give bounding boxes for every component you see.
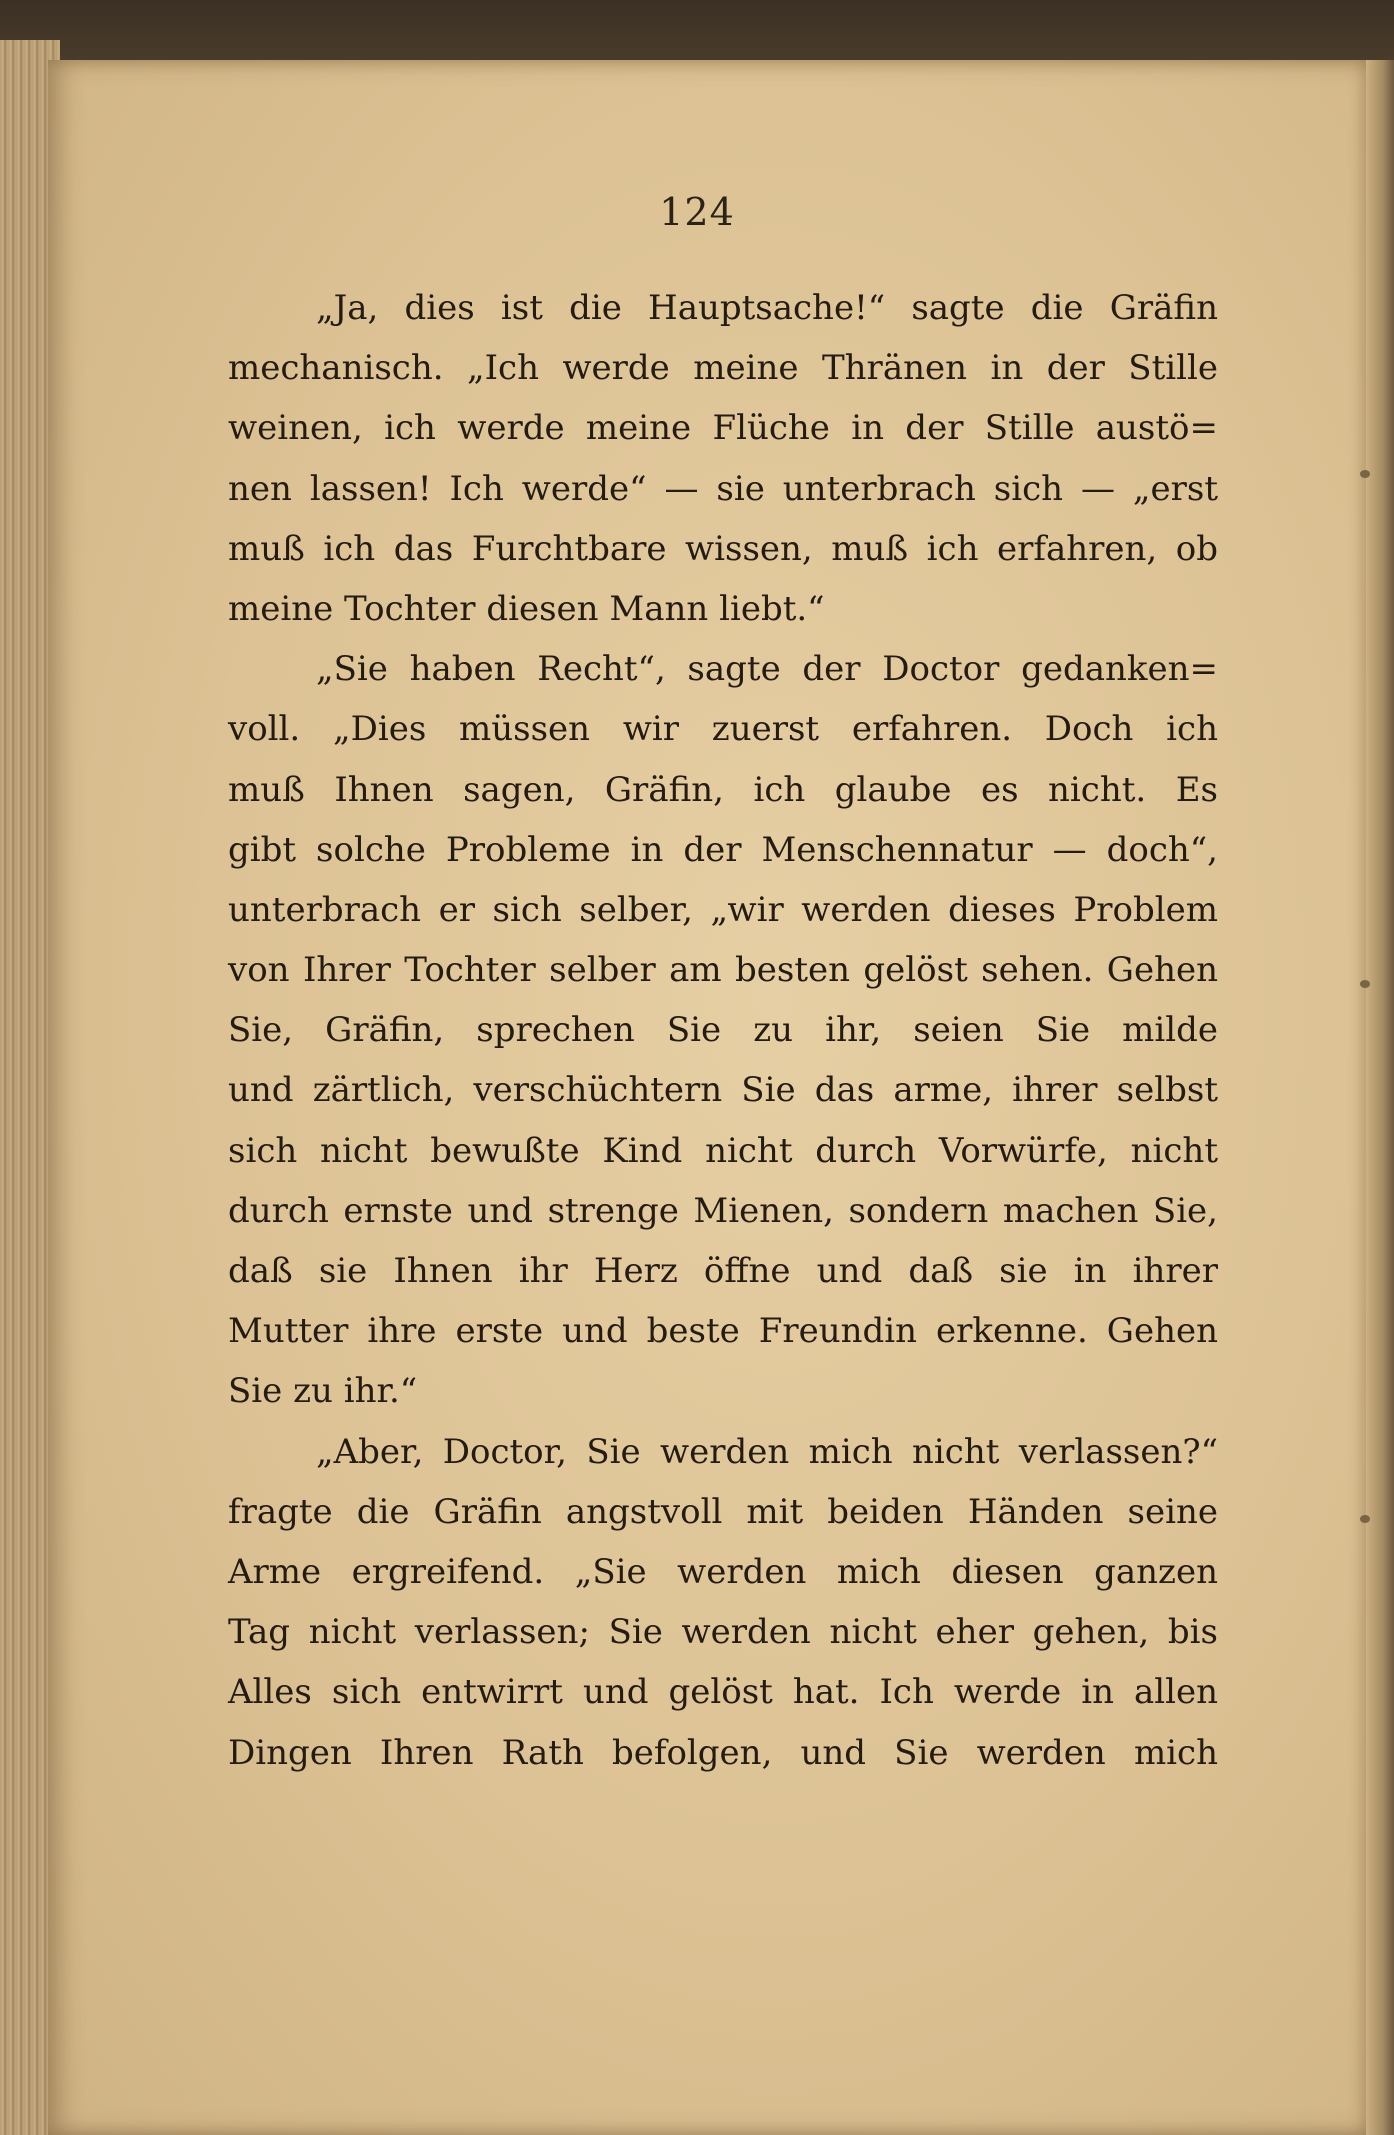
page-number: 124 <box>659 190 735 234</box>
text-line: nen lassen! Ich werde“ — sie unterbrach sich — „erst <box>228 468 1218 509</box>
text-line: Sie zu ihr.“ <box>228 1371 418 1412</box>
text-line: und zärtlich, verschüchtern Sie das arme, ihrer selbst <box>228 1070 1218 1111</box>
text-line: muß Ihnen sagen, Gräfin, ich glaube es nicht. Es <box>228 769 1218 810</box>
text-line: mechanisch. „Ich werde meine Thränen in der Stille <box>228 348 1218 389</box>
margin-mark <box>1360 1515 1370 1523</box>
text-line: Dingen Ihren Rath befolgen, und Sie werden mich <box>228 1732 1218 1773</box>
text-line: fragte die Gräfin angstvoll mit beiden Händen seine <box>228 1491 1218 1532</box>
text-line: Sie, Gräfin, sprechen Sie zu ihr, seien Sie milde <box>228 1010 1218 1051</box>
page-edge-right <box>1366 60 1394 2135</box>
text-line: unterbrach er sich selber, „wir werden dieses Problem <box>228 889 1218 930</box>
text-line: durch ernste und strenge Mienen, sondern machen Sie, <box>228 1190 1218 1231</box>
margin-mark <box>1360 980 1370 988</box>
text-line: Mutter ihre erste und beste Freundin erkenne. Gehen <box>228 1311 1218 1352</box>
text-line: Alles sich entwirrt und gelöst hat. Ich werde in allen <box>228 1672 1218 1713</box>
text-line: gibt solche Probleme in der Menschennatur — doch“, <box>228 829 1218 870</box>
margin-mark <box>1360 470 1370 478</box>
text-line: „Sie haben Recht“, sagte der Doctor gedanken= <box>316 649 1218 690</box>
body-text <box>228 278 1218 1783</box>
text-line: muß ich das Furchtbare wissen, muß ich erfahren, ob <box>228 528 1218 569</box>
text-line: meine Tochter diesen Mann liebt.“ <box>228 588 825 629</box>
text-line: von Ihrer Tochter selber am besten gelöst sehen. Gehen <box>228 950 1218 991</box>
text-line: weinen, ich werde meine Flüche in der Stille austö= <box>228 408 1218 449</box>
text-line: Tag nicht verlassen; Sie werden nicht eher gehen, bis <box>228 1612 1218 1653</box>
text-line: daß sie Ihnen ihr Herz öffne und daß sie in ihrer <box>228 1251 1218 1291</box>
text-line: Arme ergreifend. „Sie werden mich diesen ganzen <box>228 1551 1218 1592</box>
text-line: voll. „Dies müssen wir zuerst erfahren. Doch ich <box>228 709 1218 750</box>
text-line: sich nicht bewußte Kind nicht durch Vorwürfe, nicht <box>228 1130 1218 1171</box>
text-line: „Aber, Doctor, Sie werden mich nicht verlassen?“ <box>316 1431 1218 1472</box>
text-line: „Ja, dies ist die Hauptsache!“ sagte die Gräfin <box>316 288 1218 328</box>
